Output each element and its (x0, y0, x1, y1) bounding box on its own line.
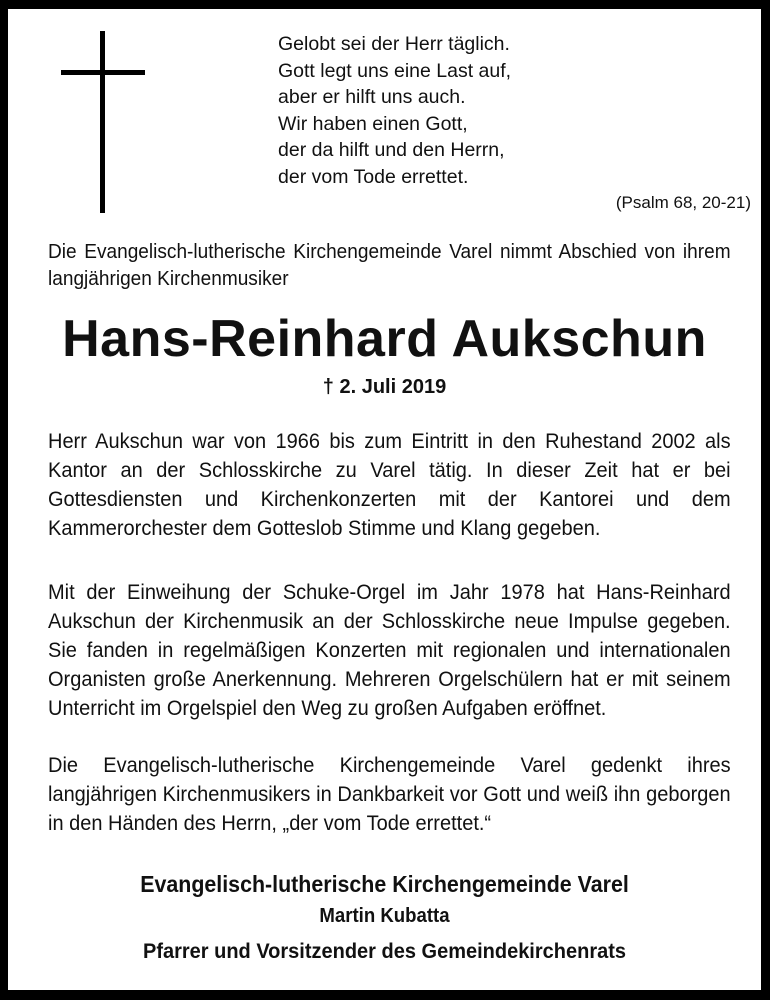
psalm-line: Gelobt sei der Herr täglich. (278, 33, 510, 55)
psalm-reference: (Psalm 68, 20-21) (615, 193, 751, 212)
cross-horizontal-bar (61, 70, 145, 75)
psalm-line: der vom Tode errettet. (278, 165, 469, 188)
death-date: † 2. Juli 2019 (322, 376, 447, 398)
body-paragraph: Herr Aukschun war von 1966 bis zum Eintritt in den Ruhestand 2002 als Kantor an der Schlosskirche zu Varel tätig. In dieser Zeit hat er bei Gottesdiensten und Kirchenkonzerten mit der Kantorei und dem Kammerorchester dem Gotteslob Stimme und Klang gegeben. (48, 429, 731, 540)
psalm-line: Wir haben einen Gott, (278, 112, 468, 135)
deceased-name: Hans-Reinhard Aukschun (62, 310, 707, 368)
signature-organization: Evangelisch-lutherische Kirchengemeinde Varel (140, 871, 629, 897)
body-paragraph: Mit der Einweihung der Schuke-Orgel im Jahr 1978 hat Hans-Reinhard Aukschun der Kirchenmusik an der Schlosskirche neue Impulse gegeben. Sie fanden in regelmäßigen Konzerten mit regionalen und internationalen Organisten große Anerkennung. Mehreren Orgelschülern hat er mit seinem Unterricht im Orgelspiel den Weg zu großen Aufgaben eröffnet. (48, 580, 731, 720)
psalm-line: Gott legt uns eine Last auf, (278, 59, 512, 82)
signature-role: Pfarrer und Vorsitzender des Gemeindekirchenrats (142, 939, 626, 963)
obituary-notice (8, 9, 761, 990)
signature-person: Martin Kubatta (319, 905, 450, 927)
psalm-line: aber er hilft uns auch. (278, 86, 466, 108)
psalm-verse (278, 31, 511, 190)
psalm-line: der da hilft und den Herrn, (278, 139, 505, 161)
cross-vertical-bar (100, 31, 105, 213)
intro-text: Die Evangelisch-lutherische Kirchengemeinde Varel nimmt Abschied von ihrem langjährigen Kirchenmusiker (48, 240, 731, 290)
body-paragraph: Die Evangelisch-lutherische Kirchengemeinde Varel gedenkt ihres langjährigen Kirchenmusikers in Dankbarkeit vor Gott und weiß ihn geborgen in den Händen des Herrn, „der vom Tode errettet.“ (48, 753, 731, 835)
